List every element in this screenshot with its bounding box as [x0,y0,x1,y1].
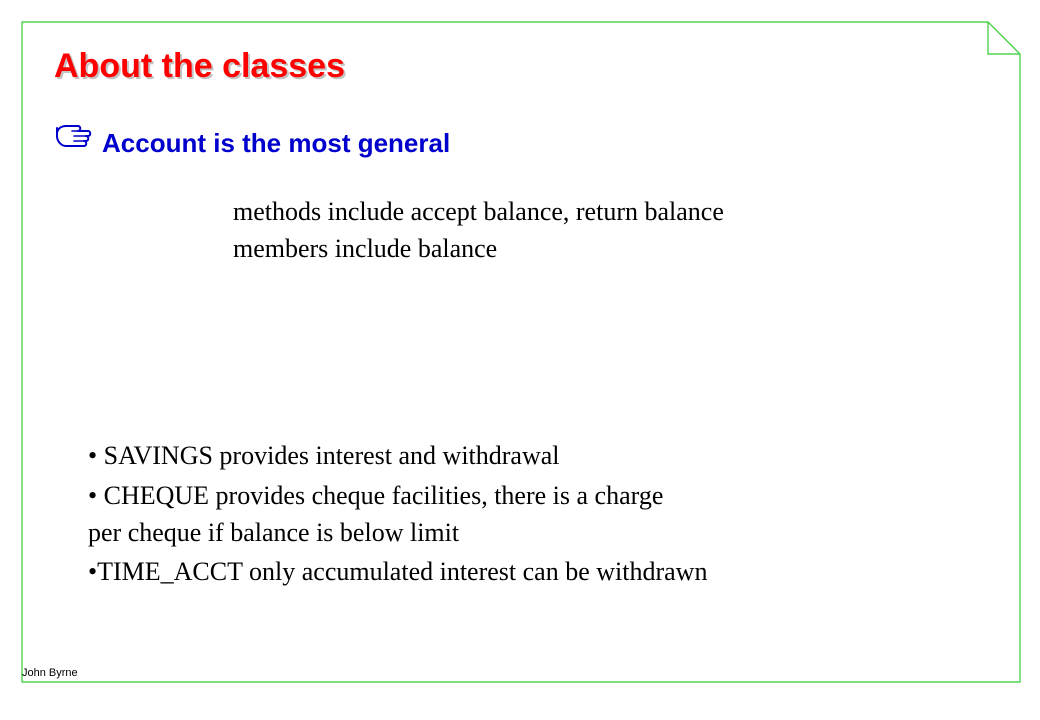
bullet-cheque-continuation: per cheque if balance is below limit [88,518,460,547]
pointing-hand-icon [54,116,102,152]
section-heading: Account is the most general [102,128,451,158]
bullet-savings: • SAVINGS provides interest and withdrawal [88,441,560,470]
detail-line-methods: methods include accept balance, return balance [233,197,724,226]
author-footer: John Byrne [22,667,78,679]
bullet-time-acct: •TIME_ACCT only accumulated interest can be withdrawn [88,557,708,586]
slide-title: About the classes [54,47,345,85]
bullet-cheque: • CHEQUE provides cheque facilities, there is a charge [88,481,664,510]
detail-line-members: members include balance [233,234,498,263]
